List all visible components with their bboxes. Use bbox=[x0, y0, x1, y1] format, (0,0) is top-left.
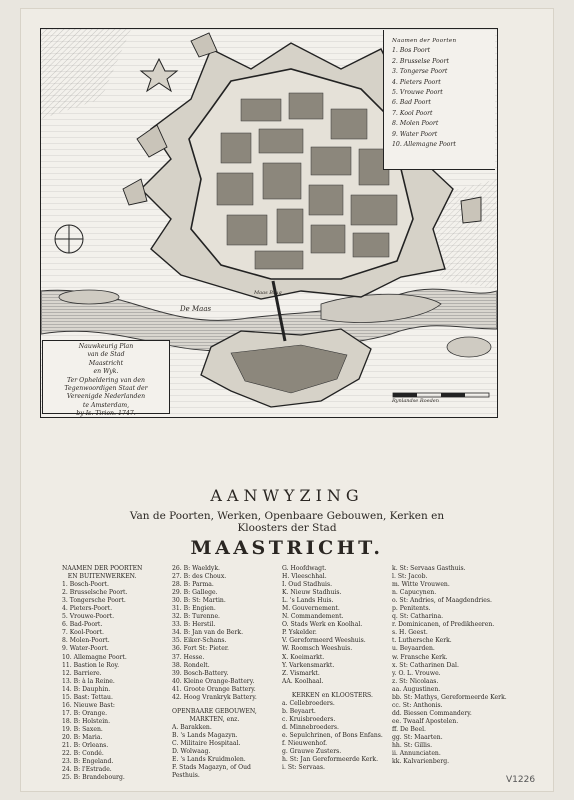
index-entry: e. Sepulchrinen, of Bons Enfans. bbox=[282, 731, 383, 739]
index-entry: 7. Kool-Poort. bbox=[62, 629, 104, 637]
index-column-3 bbox=[282, 565, 383, 772]
cartouche-line: Ter Opheldering van den bbox=[66, 376, 146, 384]
index-entry: X. Koeimarkt. bbox=[282, 653, 325, 661]
river-label: De Maas bbox=[180, 305, 212, 313]
index-entry: w. Fransche Kerk. bbox=[392, 653, 448, 661]
index-entry: O. Stads Werk en Koolhal. bbox=[282, 621, 363, 629]
index-entry: C. Militaire Hospitaal. bbox=[172, 739, 241, 747]
index-entry: p. Penitents. bbox=[392, 605, 431, 613]
index-entry: K. Nieuw Stadhuis. bbox=[282, 589, 342, 597]
index-entry: 21. B: Orleans. bbox=[62, 742, 109, 750]
index-entry: a. Cellebroeders. bbox=[282, 699, 335, 707]
column-heading: MARKTEN, enz. bbox=[189, 715, 240, 723]
index-entry: 4. Pieters-Poort. bbox=[62, 605, 113, 613]
column-heading: NAAMEN DER POORTEN bbox=[62, 565, 143, 572]
cartouche-line: van de Stad bbox=[87, 351, 125, 359]
index-entry: H. Vleeschhal. bbox=[282, 573, 327, 581]
column-heading: EN BUITENWERKEN. bbox=[67, 573, 137, 581]
index-entry: M. Gouvernement. bbox=[282, 605, 340, 613]
index-entry: s. H. Geest. bbox=[392, 629, 428, 637]
index-entry: 3. Tongersche Poort. bbox=[62, 597, 126, 605]
index-entry: 13. B: à la Reine. bbox=[62, 677, 115, 685]
index-entry: 9. Water-Poort. bbox=[62, 645, 109, 653]
index-entry: k. St: Servaas Gasthuis. bbox=[392, 565, 466, 572]
index-entry: u. Beyaarden. bbox=[392, 645, 435, 653]
index-entry: o. St: Andries, of Maagdendries. bbox=[392, 597, 492, 605]
index-entry: 6. Bad-Poort. bbox=[62, 621, 103, 629]
index-entry: 33. B: Herstil. bbox=[172, 621, 216, 629]
cartouche-line: te Amsterdam, bbox=[82, 401, 130, 409]
index-entry: h. St: Jan Gereformeerde Kerk. bbox=[282, 756, 379, 764]
index-entry: 34. B: Jan van de Berk. bbox=[172, 629, 244, 637]
index-entry: 30. B: St: Martin. bbox=[172, 597, 226, 605]
index-entry: 37. Hesse. bbox=[172, 653, 205, 661]
index-entry: 15. Bast: Tettau. bbox=[62, 693, 113, 701]
scale-label: Rynlandse Roeden bbox=[392, 398, 439, 404]
cartouche-line: by Is. Tirion. 1747. bbox=[76, 410, 136, 418]
index-entry: 32. B: Turenne. bbox=[172, 613, 220, 621]
index-subtitle bbox=[0, 510, 574, 534]
index-entry: cc. St: Anthonis. bbox=[392, 701, 443, 709]
city-name: MAASTRICHT. bbox=[190, 537, 384, 559]
index-entry: 41. Groote Orange Battery. bbox=[172, 685, 256, 693]
index-entry: N. Commandement. bbox=[282, 613, 344, 621]
index-entry: Y. Varkensmarkt. bbox=[282, 661, 335, 669]
cartouche-line: Maastricht bbox=[88, 359, 124, 367]
gate-legend-item: 7. Kool Poort bbox=[392, 109, 433, 117]
index-entry: A. Barakken. bbox=[172, 723, 212, 731]
gate-legend-item: 5. Vrouwe Poort bbox=[392, 89, 443, 97]
column-heading: OPENBAARE GEBOUWEN, bbox=[172, 707, 257, 715]
index-entry: l. St: Jacob. bbox=[392, 573, 428, 581]
cartouche-line: Tegenwoordigen Staat der bbox=[64, 385, 148, 393]
index-entry: AA. Koolhaal. bbox=[282, 677, 324, 685]
subtitle-line: Kloosters der Stad bbox=[237, 522, 337, 534]
index-entry: 40. Kleine Orange-Battery. bbox=[172, 677, 255, 685]
gate-legend-item: 1. Bos Poort bbox=[392, 47, 431, 55]
index-entry: f. Nieuwenhof. bbox=[282, 739, 328, 747]
index-entry: t. Luthersche Kerk. bbox=[392, 637, 452, 645]
gate-legend bbox=[383, 30, 495, 170]
index-entry: b. Beyaart. bbox=[282, 707, 316, 715]
gate-legend-item: 6. Bad Poort bbox=[392, 99, 431, 107]
index-entry: x. St: Catharinen Dal. bbox=[392, 661, 459, 669]
index-entry: W. Roomsch Weeshuis. bbox=[282, 645, 353, 653]
index-entry: 22. B: Condé. bbox=[62, 750, 104, 758]
bridge-label: Maas Brug bbox=[254, 290, 282, 296]
index-entry: ii. Annunciaten. bbox=[392, 750, 441, 758]
column-heading: KERKEN en KLOOSTERS. bbox=[291, 691, 373, 699]
index-entry: q. St: Catharina. bbox=[392, 613, 444, 621]
index-column-4 bbox=[392, 565, 507, 766]
index-entry: 10. Allemagne Poort. bbox=[62, 653, 127, 661]
gate-legend-item: 2. Brusselse Poort bbox=[392, 57, 449, 65]
cartouche-line: Nauwkeurig Plan bbox=[78, 343, 134, 350]
cartouche-line: en Wyk. bbox=[93, 368, 119, 376]
index-entry: F. Stads Magazyn, of Oud bbox=[172, 764, 251, 772]
index-entry: 42. Hoog Vrankryk Battery. bbox=[172, 693, 257, 701]
index-entry: 16. Nieuwe Bast: bbox=[62, 701, 115, 709]
index-entry: P. Yskelder. bbox=[282, 629, 317, 637]
index-entry: i. St: Servaas. bbox=[282, 764, 325, 772]
index-entry: bb. St: Mathys, Gereformeerde Kerk. bbox=[392, 693, 507, 701]
index-entry: 28. B: Parma. bbox=[172, 581, 214, 589]
index-entry: Z. Vismarkt. bbox=[282, 669, 320, 677]
index-entry: 18. B: Holstein. bbox=[62, 717, 111, 725]
index-entry: gg. St: Maarten. bbox=[392, 733, 443, 741]
index-entry: 12. Barriere. bbox=[62, 669, 102, 677]
index-entry: 25. B: Brandebourg. bbox=[62, 774, 125, 782]
index-entry: hh. St: Gillis. bbox=[392, 742, 433, 750]
index-entry: 23. B: Engeland. bbox=[62, 758, 114, 766]
gate-legend-item: 4. Pieters Poort bbox=[392, 78, 441, 86]
index-entry: 14. B: Dauphin. bbox=[62, 685, 111, 693]
index-entry: 19. B: Saxen. bbox=[62, 725, 103, 733]
gate-legend-item: 10. Allemagne Poort bbox=[392, 141, 456, 149]
index-column-2 bbox=[172, 565, 257, 780]
index-entry: 27. B: des Choux. bbox=[172, 573, 227, 581]
index-entry: 8. Molen-Poort. bbox=[62, 637, 110, 645]
gate-legend-item: 3. Tongerse Poort bbox=[392, 68, 448, 76]
index-entry: dd. Biessen Commandery. bbox=[392, 709, 472, 717]
index-entry: d. Minnebroeders. bbox=[282, 723, 339, 731]
index-column-1 bbox=[62, 565, 142, 782]
cartouche-line: Vereenigde Nederlanden bbox=[66, 393, 146, 401]
index-entry: c. Kruisbroeders. bbox=[282, 715, 336, 723]
index-entry: 17. B: Orange. bbox=[62, 709, 108, 717]
index-entry: z. St: Nicolaas. bbox=[392, 677, 439, 685]
index-entry: kk. Kalvarienberg. bbox=[392, 758, 450, 766]
index-entry: g. Grauwe Zusters. bbox=[282, 748, 342, 756]
index-entry: ff. De Beel. bbox=[392, 725, 426, 733]
index-entry: 31. B: Engien. bbox=[172, 605, 216, 613]
gate-legend-title: Naamen der Poorten bbox=[392, 38, 457, 44]
index-entry: 1. Bosch-Poort. bbox=[62, 581, 109, 589]
subtitle-line: Van de Poorten, Werken, Openbaare Gebouwen, Kerken en bbox=[129, 510, 445, 522]
index-entry: I. Oud Stadhuis. bbox=[282, 581, 333, 589]
index-entry: 20. B: Maria. bbox=[62, 733, 103, 741]
index-entry: 39. Bosch-Battery. bbox=[172, 669, 229, 677]
index-entry: 38. Rondelt. bbox=[172, 661, 210, 669]
map-cartouche bbox=[42, 340, 170, 418]
index-entry: r. Dominicanen, of Predikheeren. bbox=[392, 621, 495, 629]
index-entry: aa. Augustinen. bbox=[392, 685, 441, 693]
index-entry: n. Capucynen. bbox=[392, 589, 437, 597]
pencil-inventory-note: V1226 bbox=[506, 775, 536, 785]
gate-legend-item: 8. Molen Poort bbox=[392, 120, 439, 128]
index-entry: m. Witte Vrouwen. bbox=[392, 581, 450, 589]
index-entry: V. Gereformeerd Weeshuis. bbox=[282, 637, 366, 645]
index-entry: G. Hoofdwagt. bbox=[282, 565, 327, 572]
index-entry: 26. B: Waeldyk. bbox=[172, 565, 220, 572]
index-entry: B. 's Lands Magazyn. bbox=[172, 731, 238, 739]
gate-legend-item: 9. Water Poort bbox=[392, 130, 438, 138]
index-entry: L. 's Lands Huis. bbox=[282, 597, 334, 605]
index-entry: 24. B: l'Estrade. bbox=[62, 766, 112, 774]
index-entry: E. 's Lands Kruidmolen. bbox=[172, 756, 246, 764]
index-entry: 35. Eiker-Schans. bbox=[172, 637, 227, 645]
index-entry: 29. B: Gallege. bbox=[172, 589, 218, 597]
index-entry: Pesthuis. bbox=[172, 772, 200, 780]
index-entry: 36. Fort St: Pieter. bbox=[172, 645, 229, 653]
index-entry: y. O. L. Vrouwe. bbox=[392, 669, 441, 677]
index-entry: ee. Twaalf Apostelen. bbox=[392, 717, 459, 725]
index-entry: 2. Brusselsche Poort. bbox=[62, 589, 128, 597]
index-entry: 11. Bastion le Roy. bbox=[62, 661, 120, 669]
index-entry: D. Wolwaag. bbox=[172, 748, 211, 756]
index-entry: 5. Vrouwe-Poort. bbox=[62, 613, 115, 621]
index-title: AANWYZING bbox=[210, 486, 364, 505]
